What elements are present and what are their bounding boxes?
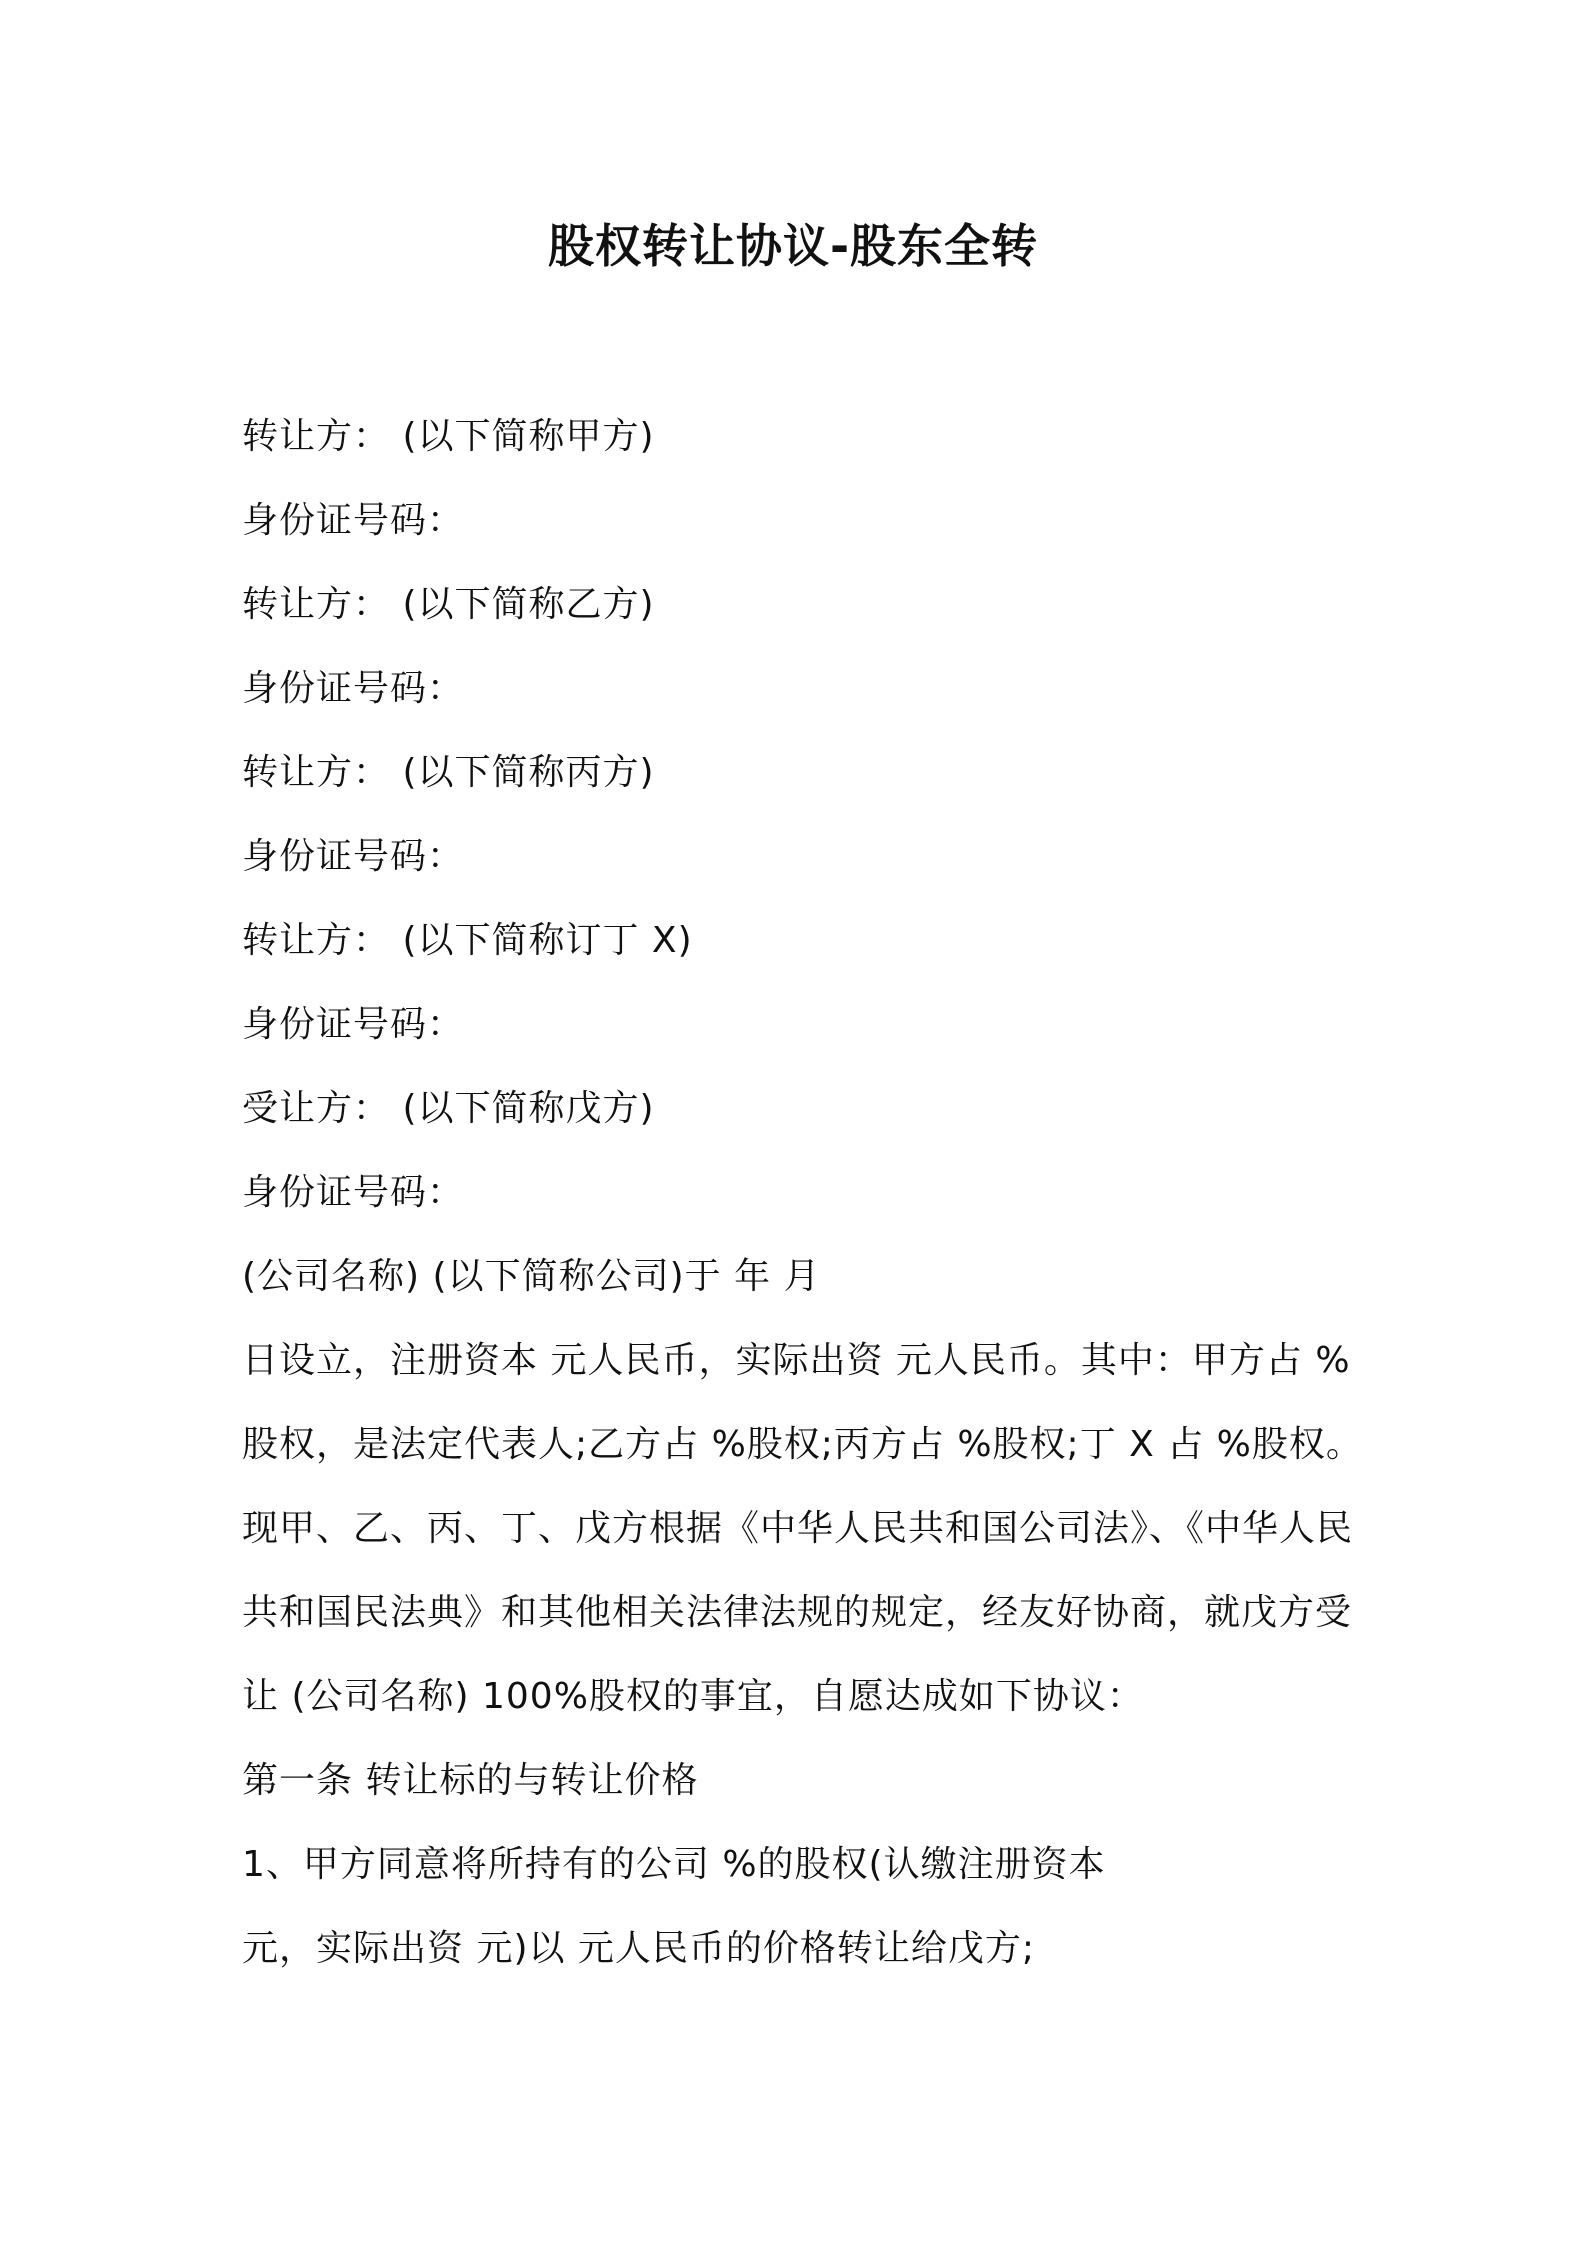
transferor-b-line: 转让方： (以下简称乙方)	[242, 584, 655, 625]
id-number-b-line: 身份证号码：	[242, 668, 465, 709]
transferee-line: 受让方： (以下简称戊方)	[242, 1088, 655, 1129]
paragraph-line: 股权，是法定代表人;乙方占 %股权;丙方占 %股权;丁 X 占 %股权。	[242, 1424, 1363, 1465]
paragraph-line: 让 (公司名称) 100%股权的事宜，自愿达成如下协议：	[242, 1676, 1144, 1717]
id-number-a-line: 身份证号码：	[242, 500, 465, 541]
paragraph-line: 现甲、乙、丙、丁、戊方根据《中华人民共和国公司法》、《中华人民	[242, 1508, 1354, 1549]
document-title: 股权转让协议-股东全转	[547, 219, 1039, 273]
clause-line: 1、甲方同意将所持有的公司 %的股权(认缴注册资本	[242, 1844, 1106, 1885]
paragraph-line: (公司名称) (以下简称公司)于 年 月	[242, 1256, 821, 1297]
article-heading: 第一条 转让标的与转让价格	[242, 1760, 699, 1801]
paragraph-line: 共和国民法典》和其他相关法律法规的规定，经友好协商，就戊方受	[242, 1592, 1353, 1633]
paragraph-line: 日设立，注册资本 元人民币，实际出资 元人民币。其中：甲方占 %	[242, 1340, 1351, 1381]
id-number-e-line: 身份证号码：	[242, 1172, 465, 1213]
transferor-d-line: 转让方： (以下简称订丁 X)	[242, 920, 693, 961]
clause-line: 元，实际出资 元)以 元人民币的价格转让给戊方;	[242, 1928, 1036, 1969]
transferor-a-line: 转让方： (以下简称甲方)	[242, 416, 655, 457]
transferor-c-line: 转让方： (以下简称丙方)	[242, 752, 655, 793]
id-number-d-line: 身份证号码：	[242, 1004, 465, 1045]
id-number-c-line: 身份证号码：	[242, 836, 465, 877]
